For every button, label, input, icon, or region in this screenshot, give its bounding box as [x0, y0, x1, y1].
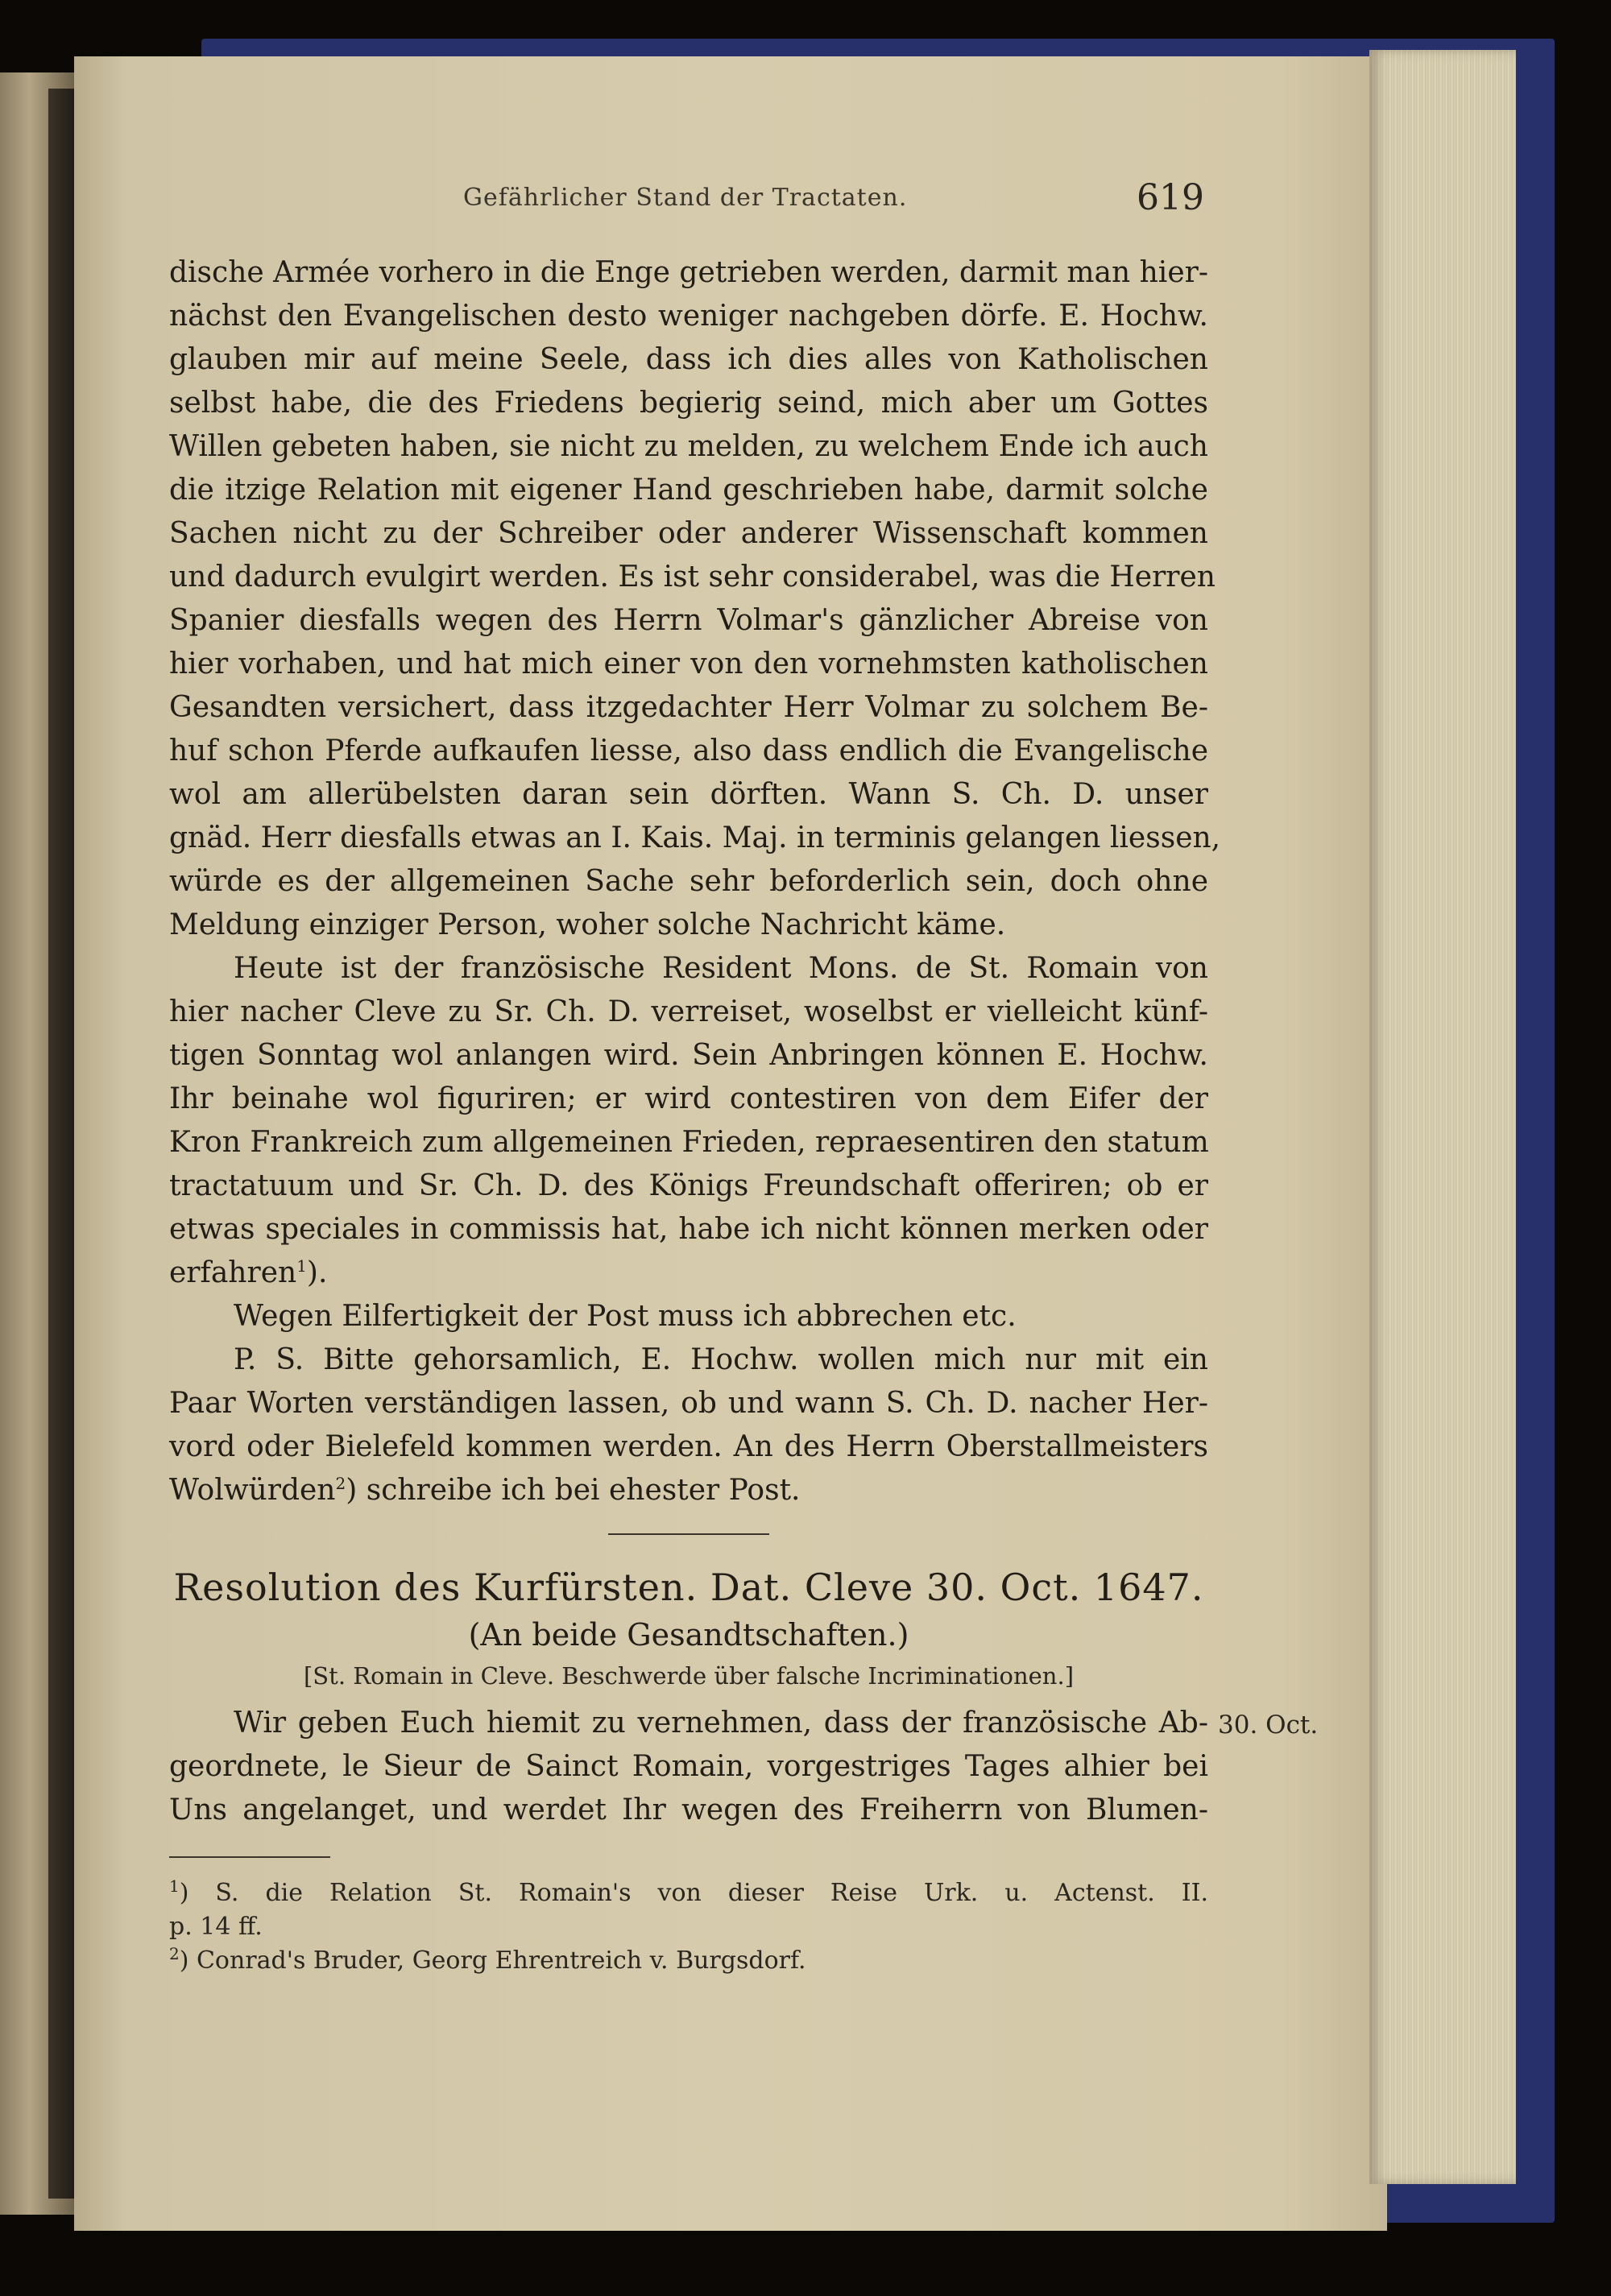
text-line: die itzige Relation mit eigener Hand geschrieben habe, darmit solche	[169, 474, 1208, 507]
text-line: Uns angelanget, und werdet Ihr wegen des Freiherrn von Blumen-	[169, 1793, 1208, 1826]
text-fragment: ).	[306, 1256, 328, 1289]
text-line: Sachen nicht zu der Schreiber oder anderer Wissenschaft kommen	[169, 517, 1208, 550]
text-line: hier vorhaben, und hat mich einer von den vornehmsten katholischen	[169, 647, 1208, 681]
footnote-1	[169, 1876, 1208, 1910]
section-summary: [St. Romain in Cleve. Beschwerde über falsche Incriminationen.]	[303, 1662, 1075, 1690]
text-line: dische Armée vorhero in die Enge getrieben werden, darmit man hier-	[169, 256, 1208, 289]
footnote-text: ) Conrad's Bruder, Georg Ehrentreich v. Burgsdorf.	[179, 1946, 806, 1975]
text-line: Willen gebeten haben, sie nicht zu melden, zu welchem Ende ich auch	[169, 430, 1208, 463]
text-line: würde es der allgemeinen Sache sehr beforderlich sein, doch ohne	[169, 865, 1208, 898]
footnote-mark: 1	[169, 1876, 180, 1896]
footnote-mark: 2	[169, 1944, 180, 1963]
text-line: Meldung einziger Person, woher solche Nachricht käme.	[169, 908, 1006, 941]
text-line	[169, 1469, 1208, 1512]
text-fragment: Wolwürden	[169, 1474, 336, 1507]
text-line: hier nacher Cleve zu Sr. Ch. D. verreiset, woselbst er vielleicht künf-	[169, 995, 1208, 1028]
paragraph-4	[169, 1338, 1208, 1512]
footnotes	[169, 1876, 1208, 1978]
text-line: tractatuum und Sr. Ch. D. des Königs Freundschaft offeriren; ob er	[169, 1169, 1208, 1202]
text-line: Heute ist der französische Resident Mons. de St. Romain von	[234, 952, 1208, 985]
paragraph-1	[169, 251, 1221, 947]
text-line: Paar Worten verständigen lassen, ob und wann S. Ch. D. nacher Her-	[169, 1387, 1208, 1420]
text-line: geordnete, le Sieur de Sainct Romain, vorgestriges Tages alhier bei	[169, 1750, 1208, 1783]
section-title: Resolution des Kurfürsten. Dat. Cleve 30. Oct. 1647.	[173, 1566, 1204, 1609]
footnote-text: ) S. die Relation St. Romain's von dieser Reise Urk. u. Actenst. II.	[179, 1879, 1208, 1907]
text-line: huf schon Pferde aufkaufen liesse, also dass endlich die Evangelische	[169, 734, 1208, 767]
text-line	[169, 1251, 1208, 1295]
footnote-1-continued: p. 14 ff.	[169, 1913, 263, 1941]
text-line: Ihr beinahe wol figuriren; er wird contestiren von dem Eifer der	[169, 1082, 1208, 1115]
page-header	[463, 177, 1204, 217]
footnote-ref: 2	[335, 1474, 346, 1493]
text-line: tigen Sonntag wol anlangen wird. Sein Anbringen können E. Hochw.	[169, 1039, 1208, 1072]
paragraph-2	[169, 947, 1208, 1295]
text-line: Wir geben Euch hiemit zu vernehmen, dass der französische Ab-	[234, 1706, 1208, 1740]
text-line: wol am allerübelsten daran sein dörften. Wann S. Ch. D. unser	[169, 778, 1208, 811]
paragraph-5	[169, 1702, 1208, 1832]
text-line: etwas speciales in commissis hat, habe ich nicht können merken oder	[169, 1213, 1208, 1246]
text-line: Spanier diesfalls wegen des Herrn Volmar's gänzlicher Abreise von	[169, 604, 1208, 637]
footnote-ref: 1	[296, 1256, 307, 1276]
text-line: P. S. Bitte gehorsamlich, E. Hochw. wollen mich nur mit ein	[234, 1343, 1208, 1376]
text-line: glauben mir auf meine Seele, dass ich dies alles von Katholischen	[169, 343, 1208, 376]
page-edges	[1369, 50, 1516, 2184]
paragraph-3	[169, 1295, 1208, 1338]
text-line: Wegen Eilfertigkeit der Post muss ich abbrechen etc.	[234, 1300, 1017, 1333]
running-title: Gefährlicher Stand der Tractaten.	[463, 184, 908, 212]
footnote-2	[169, 1944, 1208, 1978]
text-line: gnäd. Herr diesfalls etwas an I. Kais. Maj. in terminis gelangen liessen,	[169, 821, 1221, 854]
text-line: vord oder Bielefeld kommen werden. An des Herrn Oberstallmeisters	[169, 1430, 1208, 1463]
section-divider	[608, 1533, 769, 1535]
text-fragment: erfahren	[169, 1256, 297, 1289]
page-number: 619	[1137, 177, 1204, 218]
letter-body	[169, 251, 1221, 1512]
text-line: und dadurch evulgirt werden. Es ist sehr considerabel, was die Herren	[169, 561, 1215, 594]
margin-date: 30. Oct.	[1218, 1711, 1319, 1740]
text-line: Kron Frankreich zum allgemeinen Frieden, repraesentiren den statum	[169, 1126, 1209, 1159]
text-fragment: ) schreibe ich bei ehester Post.	[346, 1474, 801, 1507]
text-line: selbst habe, die des Friedens begierig seind, mich aber um Gottes	[169, 387, 1208, 420]
section-subtitle: (An beide Gesandtschaften.)	[468, 1617, 909, 1653]
text-line: nächst den Evangelischen desto weniger nachgeben dörfe. E. Hochw.	[169, 300, 1208, 333]
text-line: Gesandten versichert, dass itzgedachter Herr Volmar zu solchem Be-	[169, 691, 1208, 724]
resolution-body	[169, 1702, 1208, 1832]
footnote-divider	[169, 1856, 330, 1858]
